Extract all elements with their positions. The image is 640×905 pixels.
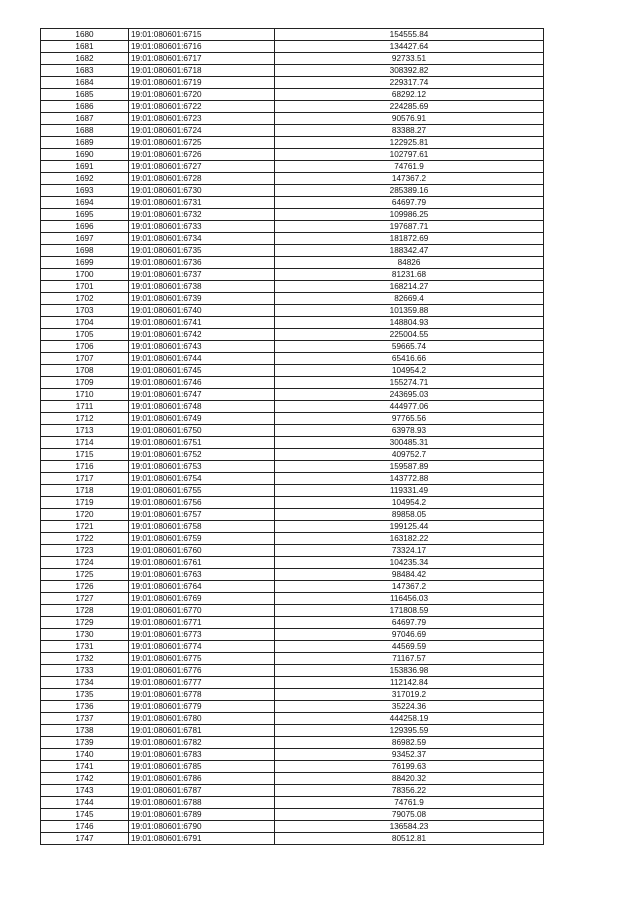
row-number-cell: 1692: [41, 173, 129, 185]
cadastral-number-cell: 19:01:080601:6743: [129, 341, 275, 353]
table-row: [41, 341, 544, 353]
row-number-cell: 1743: [41, 785, 129, 797]
table-row: [41, 653, 544, 665]
value-cell: 76199.63: [275, 761, 544, 773]
row-number-cell: 1718: [41, 485, 129, 497]
value-cell: 154555.84: [275, 29, 544, 41]
row-number-cell: 1745: [41, 809, 129, 821]
row-number-cell: 1690: [41, 149, 129, 161]
cadastral-number-cell: 19:01:080601:6730: [129, 185, 275, 197]
row-number-cell: 1710: [41, 389, 129, 401]
table-row: [41, 401, 544, 413]
value-cell: 136584.23: [275, 821, 544, 833]
table-row: [41, 113, 544, 125]
row-number-cell: 1738: [41, 725, 129, 737]
value-cell: 285389.16: [275, 185, 544, 197]
cadastral-number-cell: 19:01:080601:6722: [129, 101, 275, 113]
row-number-cell: 1725: [41, 569, 129, 581]
value-cell: 78356.22: [275, 785, 544, 797]
value-cell: 163182.22: [275, 533, 544, 545]
value-cell: 81231.68: [275, 269, 544, 281]
value-cell: 243695.03: [275, 389, 544, 401]
row-number-cell: 1711: [41, 401, 129, 413]
value-cell: 147367.2: [275, 581, 544, 593]
value-cell: 97765.56: [275, 413, 544, 425]
cadastral-number-cell: 19:01:080601:6726: [129, 149, 275, 161]
table-row: [41, 761, 544, 773]
row-number-cell: 1693: [41, 185, 129, 197]
value-cell: 68292.12: [275, 89, 544, 101]
row-number-cell: 1737: [41, 713, 129, 725]
row-number-cell: 1709: [41, 377, 129, 389]
value-cell: 101359.88: [275, 305, 544, 317]
value-cell: 129395.59: [275, 725, 544, 737]
table-row: [41, 749, 544, 761]
value-cell: 147367.2: [275, 173, 544, 185]
row-number-cell: 1688: [41, 125, 129, 137]
table-row: [41, 593, 544, 605]
parcel-table: [40, 28, 544, 845]
cadastral-number-cell: 19:01:080601:6771: [129, 617, 275, 629]
cadastral-number-cell: 19:01:080601:6783: [129, 749, 275, 761]
value-cell: 89858.05: [275, 509, 544, 521]
cadastral-number-cell: 19:01:080601:6776: [129, 665, 275, 677]
table-row: [41, 797, 544, 809]
table-row: [41, 293, 544, 305]
value-cell: 64697.79: [275, 197, 544, 209]
table-row: [41, 161, 544, 173]
value-cell: 409752.7: [275, 449, 544, 461]
table-row: [41, 29, 544, 41]
table-row: [41, 689, 544, 701]
value-cell: 98484.42: [275, 569, 544, 581]
value-cell: 109986.25: [275, 209, 544, 221]
cadastral-number-cell: 19:01:080601:6770: [129, 605, 275, 617]
table-row: [41, 737, 544, 749]
row-number-cell: 1681: [41, 41, 129, 53]
table-row: [41, 101, 544, 113]
row-number-cell: 1714: [41, 437, 129, 449]
value-cell: 317019.2: [275, 689, 544, 701]
cadastral-number-cell: 19:01:080601:6777: [129, 677, 275, 689]
value-cell: 197687.71: [275, 221, 544, 233]
table-row: [41, 665, 544, 677]
table-row: [41, 53, 544, 65]
cadastral-number-cell: 19:01:080601:6789: [129, 809, 275, 821]
table-row: [41, 425, 544, 437]
table-row: [41, 569, 544, 581]
row-number-cell: 1744: [41, 797, 129, 809]
row-number-cell: 1717: [41, 473, 129, 485]
row-number-cell: 1726: [41, 581, 129, 593]
table-row: [41, 473, 544, 485]
cadastral-number-cell: 19:01:080601:6720: [129, 89, 275, 101]
table-row: [41, 353, 544, 365]
value-cell: 112142.84: [275, 677, 544, 689]
cadastral-number-cell: 19:01:080601:6733: [129, 221, 275, 233]
value-cell: 155274.71: [275, 377, 544, 389]
row-number-cell: 1713: [41, 425, 129, 437]
cadastral-number-cell: 19:01:080601:6751: [129, 437, 275, 449]
row-number-cell: 1720: [41, 509, 129, 521]
table-row: [41, 641, 544, 653]
cadastral-number-cell: 19:01:080601:6749: [129, 413, 275, 425]
value-cell: 444258.19: [275, 713, 544, 725]
row-number-cell: 1747: [41, 833, 129, 845]
cadastral-number-cell: 19:01:080601:6774: [129, 641, 275, 653]
row-number-cell: 1742: [41, 773, 129, 785]
value-cell: 63978.93: [275, 425, 544, 437]
table-row: [41, 449, 544, 461]
table-row: [41, 173, 544, 185]
value-cell: 84826: [275, 257, 544, 269]
row-number-cell: 1733: [41, 665, 129, 677]
cadastral-number-cell: 19:01:080601:6731: [129, 197, 275, 209]
cadastral-number-cell: 19:01:080601:6775: [129, 653, 275, 665]
row-number-cell: 1728: [41, 605, 129, 617]
cadastral-number-cell: 19:01:080601:6750: [129, 425, 275, 437]
row-number-cell: 1699: [41, 257, 129, 269]
cadastral-number-cell: 19:01:080601:6725: [129, 137, 275, 149]
row-number-cell: 1683: [41, 65, 129, 77]
value-cell: 171808.59: [275, 605, 544, 617]
table-row: [41, 437, 544, 449]
table-row: [41, 677, 544, 689]
value-cell: 102797.61: [275, 149, 544, 161]
row-number-cell: 1739: [41, 737, 129, 749]
value-cell: 88420.32: [275, 773, 544, 785]
row-number-cell: 1731: [41, 641, 129, 653]
value-cell: 104954.2: [275, 497, 544, 509]
value-cell: 83388.27: [275, 125, 544, 137]
table-row: [41, 821, 544, 833]
value-cell: 188342.47: [275, 245, 544, 257]
table-row: [41, 221, 544, 233]
table-row: [41, 809, 544, 821]
row-number-cell: 1734: [41, 677, 129, 689]
row-number-cell: 1684: [41, 77, 129, 89]
cadastral-number-cell: 19:01:080601:6734: [129, 233, 275, 245]
cadastral-number-cell: 19:01:080601:6785: [129, 761, 275, 773]
table-row: [41, 509, 544, 521]
value-cell: 71167.57: [275, 653, 544, 665]
cadastral-number-cell: 19:01:080601:6754: [129, 473, 275, 485]
value-cell: 444977.06: [275, 401, 544, 413]
value-cell: 97046.69: [275, 629, 544, 641]
table-row: [41, 461, 544, 473]
row-number-cell: 1729: [41, 617, 129, 629]
table-row: [41, 281, 544, 293]
row-number-cell: 1698: [41, 245, 129, 257]
value-cell: 86982.59: [275, 737, 544, 749]
table-row: [41, 545, 544, 557]
cadastral-number-cell: 19:01:080601:6724: [129, 125, 275, 137]
table-row: [41, 605, 544, 617]
cadastral-number-cell: 19:01:080601:6752: [129, 449, 275, 461]
row-number-cell: 1687: [41, 113, 129, 125]
value-cell: 159587.89: [275, 461, 544, 473]
row-number-cell: 1682: [41, 53, 129, 65]
cadastral-number-cell: 19:01:080601:6786: [129, 773, 275, 785]
value-cell: 229317.74: [275, 77, 544, 89]
value-cell: 90576.91: [275, 113, 544, 125]
row-number-cell: 1730: [41, 629, 129, 641]
table-row: [41, 233, 544, 245]
cadastral-number-cell: 19:01:080601:6727: [129, 161, 275, 173]
value-cell: 153836.98: [275, 665, 544, 677]
table-row: [41, 89, 544, 101]
cadastral-number-cell: 19:01:080601:6755: [129, 485, 275, 497]
cadastral-number-cell: 19:01:080601:6790: [129, 821, 275, 833]
cadastral-number-cell: 19:01:080601:6741: [129, 317, 275, 329]
row-number-cell: 1697: [41, 233, 129, 245]
cadastral-number-cell: 19:01:080601:6716: [129, 41, 275, 53]
table-row: [41, 137, 544, 149]
cadastral-number-cell: 19:01:080601:6715: [129, 29, 275, 41]
row-number-cell: 1703: [41, 305, 129, 317]
row-number-cell: 1694: [41, 197, 129, 209]
cadastral-number-cell: 19:01:080601:6717: [129, 53, 275, 65]
cadastral-number-cell: 19:01:080601:6718: [129, 65, 275, 77]
row-number-cell: 1689: [41, 137, 129, 149]
parcel-table-body: [41, 29, 544, 845]
cadastral-number-cell: 19:01:080601:6782: [129, 737, 275, 749]
cadastral-number-cell: 19:01:080601:6740: [129, 305, 275, 317]
row-number-cell: 1701: [41, 281, 129, 293]
table-row: [41, 389, 544, 401]
cadastral-number-cell: 19:01:080601:6787: [129, 785, 275, 797]
cadastral-number-cell: 19:01:080601:6738: [129, 281, 275, 293]
table-row: [41, 701, 544, 713]
row-number-cell: 1740: [41, 749, 129, 761]
row-number-cell: 1741: [41, 761, 129, 773]
cadastral-number-cell: 19:01:080601:6742: [129, 329, 275, 341]
table-row: [41, 245, 544, 257]
value-cell: 181872.69: [275, 233, 544, 245]
row-number-cell: 1721: [41, 521, 129, 533]
cadastral-number-cell: 19:01:080601:6780: [129, 713, 275, 725]
table-row: [41, 581, 544, 593]
value-cell: 134427.64: [275, 41, 544, 53]
cadastral-number-cell: 19:01:080601:6760: [129, 545, 275, 557]
table-row: [41, 785, 544, 797]
table-row: [41, 377, 544, 389]
cadastral-number-cell: 19:01:080601:6764: [129, 581, 275, 593]
value-cell: 35224.36: [275, 701, 544, 713]
cadastral-number-cell: 19:01:080601:6745: [129, 365, 275, 377]
cadastral-number-cell: 19:01:080601:6732: [129, 209, 275, 221]
value-cell: 119331.49: [275, 485, 544, 497]
cadastral-number-cell: 19:01:080601:6769: [129, 593, 275, 605]
row-number-cell: 1746: [41, 821, 129, 833]
cadastral-number-cell: 19:01:080601:6728: [129, 173, 275, 185]
value-cell: 64697.79: [275, 617, 544, 629]
row-number-cell: 1704: [41, 317, 129, 329]
cadastral-number-cell: 19:01:080601:6759: [129, 533, 275, 545]
value-cell: 168214.27: [275, 281, 544, 293]
row-number-cell: 1702: [41, 293, 129, 305]
table-row: [41, 713, 544, 725]
row-number-cell: 1712: [41, 413, 129, 425]
cadastral-number-cell: 19:01:080601:6779: [129, 701, 275, 713]
table-row: [41, 77, 544, 89]
row-number-cell: 1695: [41, 209, 129, 221]
value-cell: 82669.4: [275, 293, 544, 305]
value-cell: 74761.9: [275, 797, 544, 809]
row-number-cell: 1708: [41, 365, 129, 377]
value-cell: 65416.66: [275, 353, 544, 365]
row-number-cell: 1691: [41, 161, 129, 173]
cadastral-number-cell: 19:01:080601:6739: [129, 293, 275, 305]
cadastral-number-cell: 19:01:080601:6723: [129, 113, 275, 125]
cadastral-number-cell: 19:01:080601:6719: [129, 77, 275, 89]
table-row: [41, 41, 544, 53]
cadastral-number-cell: 19:01:080601:6757: [129, 509, 275, 521]
value-cell: 224285.69: [275, 101, 544, 113]
cadastral-number-cell: 19:01:080601:6748: [129, 401, 275, 413]
table-row: [41, 149, 544, 161]
table-row: [41, 629, 544, 641]
cadastral-number-cell: 19:01:080601:6758: [129, 521, 275, 533]
table-row: [41, 65, 544, 77]
table-row: [41, 197, 544, 209]
value-cell: 44569.59: [275, 641, 544, 653]
value-cell: 300485.31: [275, 437, 544, 449]
value-cell: 116456.03: [275, 593, 544, 605]
row-number-cell: 1724: [41, 557, 129, 569]
table-row: [41, 317, 544, 329]
value-cell: 92733.51: [275, 53, 544, 65]
cadastral-number-cell: 19:01:080601:6744: [129, 353, 275, 365]
row-number-cell: 1700: [41, 269, 129, 281]
value-cell: 93452.37: [275, 749, 544, 761]
table-row: [41, 305, 544, 317]
table-row: [41, 557, 544, 569]
value-cell: 104954.2: [275, 365, 544, 377]
value-cell: 59665.74: [275, 341, 544, 353]
table-row: [41, 413, 544, 425]
table-row: [41, 497, 544, 509]
row-number-cell: 1707: [41, 353, 129, 365]
cadastral-number-cell: 19:01:080601:6763: [129, 569, 275, 581]
cadastral-number-cell: 19:01:080601:6735: [129, 245, 275, 257]
table-row: [41, 773, 544, 785]
value-cell: 104235.34: [275, 557, 544, 569]
cadastral-number-cell: 19:01:080601:6773: [129, 629, 275, 641]
table-row: [41, 521, 544, 533]
value-cell: 74761.9: [275, 161, 544, 173]
row-number-cell: 1736: [41, 701, 129, 713]
table-row: [41, 725, 544, 737]
cadastral-number-cell: 19:01:080601:6746: [129, 377, 275, 389]
value-cell: 308392.82: [275, 65, 544, 77]
table-row: [41, 257, 544, 269]
value-cell: 79075.08: [275, 809, 544, 821]
row-number-cell: 1723: [41, 545, 129, 557]
table-row: [41, 209, 544, 221]
row-number-cell: 1727: [41, 593, 129, 605]
table-row: [41, 269, 544, 281]
cadastral-number-cell: 19:01:080601:6736: [129, 257, 275, 269]
table-row: [41, 533, 544, 545]
row-number-cell: 1716: [41, 461, 129, 473]
row-number-cell: 1705: [41, 329, 129, 341]
value-cell: 122925.81: [275, 137, 544, 149]
row-number-cell: 1706: [41, 341, 129, 353]
table-row: [41, 125, 544, 137]
table-row: [41, 365, 544, 377]
cadastral-number-cell: 19:01:080601:6791: [129, 833, 275, 845]
row-number-cell: 1685: [41, 89, 129, 101]
cadastral-number-cell: 19:01:080601:6756: [129, 497, 275, 509]
value-cell: 80512.81: [275, 833, 544, 845]
table-row: [41, 833, 544, 845]
row-number-cell: 1722: [41, 533, 129, 545]
table-row: [41, 329, 544, 341]
cadastral-number-cell: 19:01:080601:6761: [129, 557, 275, 569]
cadastral-number-cell: 19:01:080601:6737: [129, 269, 275, 281]
table-row: [41, 185, 544, 197]
row-number-cell: 1732: [41, 653, 129, 665]
row-number-cell: 1686: [41, 101, 129, 113]
row-number-cell: 1735: [41, 689, 129, 701]
cadastral-number-cell: 19:01:080601:6781: [129, 725, 275, 737]
row-number-cell: 1696: [41, 221, 129, 233]
row-number-cell: 1715: [41, 449, 129, 461]
table-row: [41, 485, 544, 497]
cadastral-number-cell: 19:01:080601:6788: [129, 797, 275, 809]
table-row: [41, 617, 544, 629]
row-number-cell: 1719: [41, 497, 129, 509]
value-cell: 143772.88: [275, 473, 544, 485]
value-cell: 225004.55: [275, 329, 544, 341]
cadastral-number-cell: 19:01:080601:6747: [129, 389, 275, 401]
value-cell: 199125.44: [275, 521, 544, 533]
row-number-cell: 1680: [41, 29, 129, 41]
cadastral-number-cell: 19:01:080601:6778: [129, 689, 275, 701]
value-cell: 148804.93: [275, 317, 544, 329]
value-cell: 73324.17: [275, 545, 544, 557]
cadastral-number-cell: 19:01:080601:6753: [129, 461, 275, 473]
